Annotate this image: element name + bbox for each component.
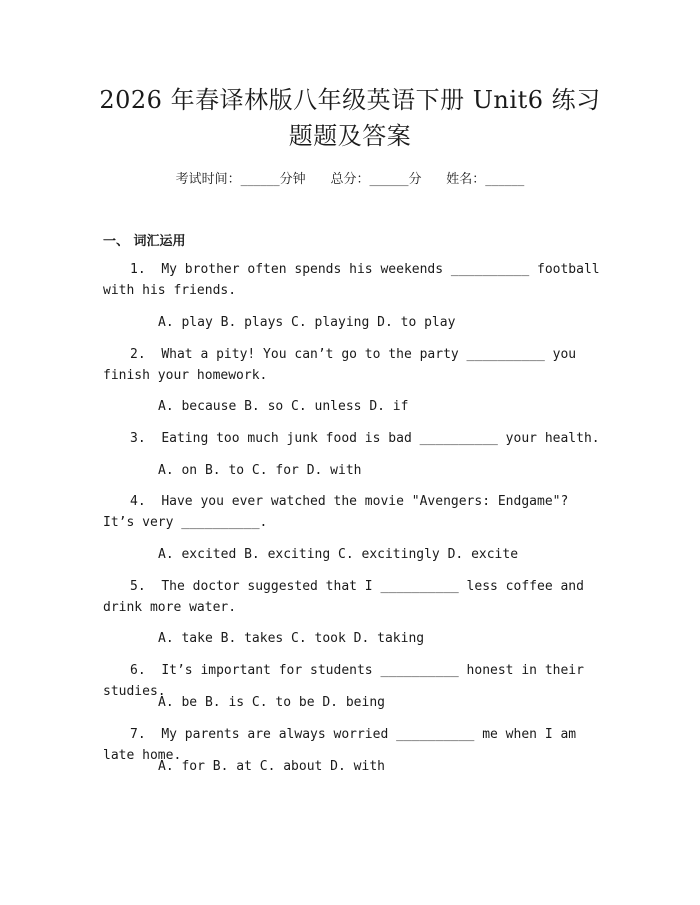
question-text: The doctor suggested that I __________ less coffee and drink more water. [103,579,584,615]
title-line-2: 题题及答案 [288,122,412,150]
question-text: My brother often spends his weekends __________ football with his friends. [103,262,600,298]
section-heading: 一、 词汇运用 [103,234,186,249]
exam-info [0,168,700,187]
question-5-options: A. take B. takes C. took D. taking [158,631,425,646]
question-number: 3. [130,431,146,446]
exam-total-score: 总分：______分 [330,172,422,187]
question-3-options: A. on B. to C. for D. with [158,463,362,478]
question-1-options: A. play B. plays C. playing D. to play [158,315,456,330]
question-text: What a pity! You can’t go to the party __________ you finish your homework. [103,347,577,383]
title-line-1: 2026 年春译林版八年级英语下册 Unit6 练习 [99,86,601,114]
question-number: 7. [130,727,146,742]
question-7-options: A. for B. at C. about D. with [158,759,385,774]
question-4 [103,491,603,533]
question-number: 1. [130,262,146,277]
question-text: It’s important for students __________ honest in their studies. [103,663,584,699]
question-number: 5. [130,579,146,594]
question-text: My parents are always worried __________ me when I am late home. [103,727,577,763]
question-4-options: A. excited B. exciting C. excitingly D. excite [158,547,519,562]
question-6-options: A. be B. is C. to be D. being [158,695,385,710]
exam-student-name: 姓名：______ [446,172,525,187]
question-text: Eating too much junk food is bad __________ your health. [161,431,600,446]
question-number: 6. [130,663,146,678]
question-5 [103,576,603,618]
question-text: Have you ever watched the movie "Avengers: Endgame"? It’s very __________. [103,494,569,530]
question-3 [103,428,603,449]
question-2-options: A. because B. so C. unless D. if [158,399,409,414]
question-number: 2. [130,347,146,362]
document-title [60,82,640,154]
exam-time: 考试时间：______分钟 [175,172,306,187]
question-number: 4. [130,494,146,509]
question-2 [103,344,603,386]
question-1 [103,259,603,301]
